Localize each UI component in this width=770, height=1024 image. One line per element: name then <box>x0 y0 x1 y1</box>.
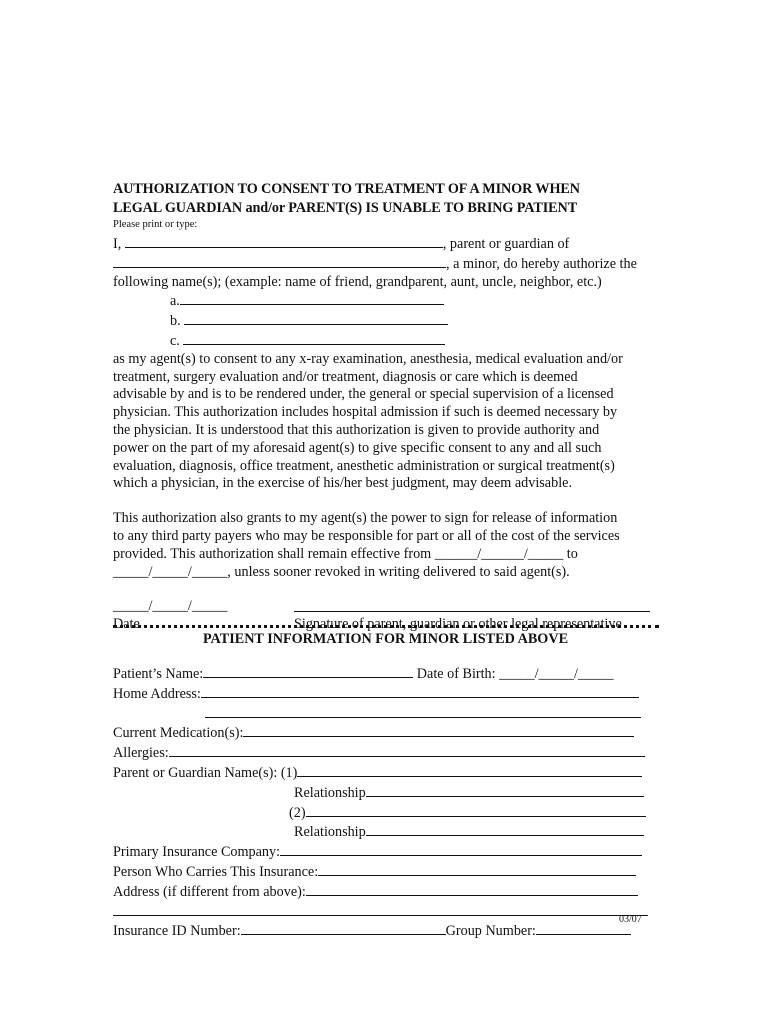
medications-field[interactable] <box>243 723 634 737</box>
patient-name-field[interactable] <box>203 664 413 678</box>
para1-line: which a physician, in the exercise of his/her best judgment, may deem advisable. <box>113 475 572 492</box>
guardian1-field[interactable] <box>297 763 642 777</box>
alt-address-field[interactable] <box>306 882 638 896</box>
agent-a-line <box>113 291 658 311</box>
form-title-line2: LEGAL GUARDIAN and/or PARENT(S) IS UNABLE TO BRING PATIENT <box>113 200 578 216</box>
relationship1-label: Relationship <box>294 784 366 801</box>
agent-b-line <box>113 311 658 331</box>
relationship1-field[interactable] <box>366 783 644 797</box>
para1-line: the physician. It is understood that this authorization is given to provide authority and <box>113 421 600 438</box>
relationship2-label: Relationship <box>294 824 366 841</box>
relationship2-row <box>113 822 658 842</box>
para1-line: power on the part of my aforesaid agent(s) to give specific consent to any and all such <box>113 439 602 456</box>
agent-c-field[interactable] <box>183 331 445 345</box>
print-instruction: Please print or type: <box>113 219 198 230</box>
alt-address-row2 <box>113 902 658 922</box>
para1-line: as my agent(s) to consent to any x-ray examination, anesthesia, medical evaluation and/or <box>113 350 623 367</box>
para1-line: physician. This authorization includes hospital admission if such is deemed necessary by <box>113 404 618 421</box>
medications-label: Current Medication(s): <box>113 725 244 742</box>
patient-name-row <box>113 664 658 684</box>
line1-prefix: I, <box>113 236 125 252</box>
example-line: following name(s); (example: name of friend, grandparent, aunt, uncle, neighbor, etc.) <box>113 273 602 290</box>
alt-address-row <box>113 882 658 902</box>
guardian1-label: Parent or Guardian Name(s): (1) <box>113 764 298 781</box>
allergies-label: Allergies: <box>113 745 169 762</box>
group-number-field[interactable] <box>536 921 631 935</box>
date-label: Date <box>113 616 140 633</box>
group-number-label: Group Number: <box>445 923 536 940</box>
insurance-company-label: Primary Insurance Company: <box>113 844 281 861</box>
effective-from-line[interactable]: provided. This authorization shall remain effective from ______/______/_____ to <box>113 545 578 562</box>
guardian2-label: (2) <box>289 804 306 821</box>
release-paragraph <box>113 510 658 581</box>
line1-suffix: , parent or guardian of <box>442 236 570 252</box>
insurance-carrier-label: Person Who Carries This Insurance: <box>113 863 319 880</box>
guardian-name-field[interactable] <box>125 234 443 248</box>
signature-field[interactable] <box>294 598 650 612</box>
agent-c-line <box>113 331 658 351</box>
guardian1-row <box>113 763 658 783</box>
insurance-carrier-field[interactable] <box>318 862 636 876</box>
patient-info-section <box>113 664 658 941</box>
signature-label: Signature of parent, guardian or other legal representative <box>294 616 622 633</box>
relationship2-field[interactable] <box>366 822 644 836</box>
signature-date-field[interactable]: _____/_____/_____ <box>113 598 228 615</box>
revision-date: 03/07 <box>619 914 642 925</box>
para1-line: evaluation, diagnosis, office treatment, anesthetic administration or surgical treatment(s) <box>113 457 615 474</box>
home-address-field[interactable] <box>201 684 639 698</box>
patient-info-heading: PATIENT INFORMATION FOR MINOR LISTED ABOVE <box>202 631 569 647</box>
insurance-company-field[interactable] <box>280 842 642 856</box>
insurance-id-row <box>113 921 658 941</box>
guardian-line <box>113 234 658 254</box>
home-address-field-2[interactable] <box>205 704 641 718</box>
authorization-paragraph <box>113 351 658 493</box>
agent-a-label: a. <box>170 293 180 310</box>
dob-field[interactable]: Date of Birth: _____/_____/_____ <box>413 666 614 682</box>
insurance-company-row <box>113 842 658 862</box>
minor-name-field[interactable] <box>113 254 446 268</box>
home-address-row2 <box>113 704 658 724</box>
alt-address-field-2[interactable] <box>113 902 648 916</box>
home-address-row <box>113 684 658 704</box>
para1-line: advisable by and is to be rendered under, the general or special supervision of a licensed <box>113 386 614 403</box>
minor-line <box>113 254 658 274</box>
allergies-field[interactable] <box>169 743 645 757</box>
relationship1-row <box>113 783 658 803</box>
home-address-label: Home Address: <box>113 685 201 702</box>
guardian2-field[interactable] <box>306 803 646 817</box>
line2-suffix: , a minor, do hereby authorize the <box>446 255 637 272</box>
effective-to-line[interactable]: _____/_____/_____, unless sooner revoked in writing delivered to said agent(s). <box>113 563 570 580</box>
form-title-line1: AUTHORIZATION TO CONSENT TO TREATMENT OF A MINOR WHEN <box>113 181 580 197</box>
para2-line: This authorization also grants to my agent(s) the power to sign for release of information <box>113 510 618 527</box>
medications-row <box>113 723 658 743</box>
insurance-carrier-row <box>113 862 658 882</box>
insurance-id-label: Insurance ID Number: <box>113 923 241 940</box>
allergies-row <box>113 743 658 763</box>
alt-address-label: Address (if different from above): <box>113 883 306 900</box>
agent-c-label: c. <box>170 332 184 349</box>
para2-line: to any third party payers who may be responsible for part or all of the cost of the services <box>113 527 620 544</box>
agent-b-label: b. <box>170 313 185 330</box>
consent-form <box>113 180 658 634</box>
agent-a-field[interactable] <box>180 291 444 305</box>
agent-b-field[interactable] <box>184 311 448 325</box>
guardian2-row <box>113 803 658 823</box>
insurance-id-field[interactable] <box>241 921 446 935</box>
patient-name-label: Patient’s Name: <box>113 666 204 682</box>
para1-line: treatment, surgery evaluation and/or treatment, diagnosis or care which is deemed <box>113 368 578 385</box>
